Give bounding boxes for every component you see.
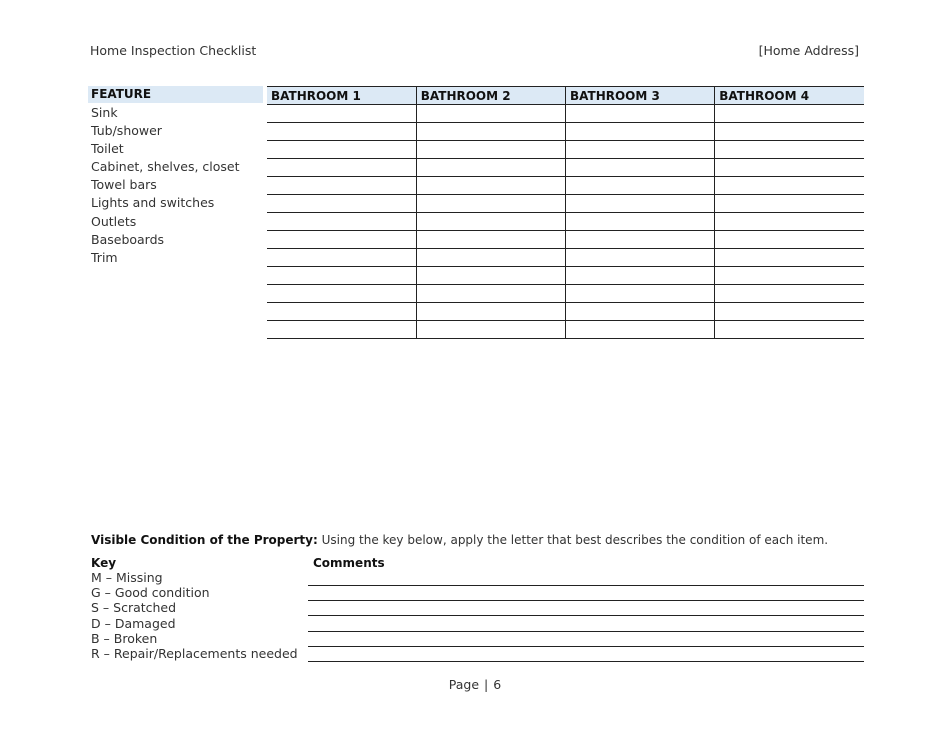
- table-row: [267, 231, 864, 249]
- checklist-cell[interactable]: [715, 267, 864, 285]
- feature-column-header: FEATURE: [88, 86, 263, 103]
- checklist-cell[interactable]: [715, 195, 864, 213]
- checklist-cell[interactable]: [715, 249, 864, 267]
- checklist-cell[interactable]: [416, 303, 565, 321]
- checklist-cell[interactable]: [267, 231, 416, 249]
- checklist-cell[interactable]: [416, 195, 565, 213]
- checklist-cell[interactable]: [267, 105, 416, 123]
- key-item: D – Damaged: [91, 615, 176, 631]
- condition-instructions: [91, 533, 828, 547]
- checklist-cell[interactable]: [566, 123, 715, 141]
- page-footer: [0, 677, 950, 692]
- checklist-cell[interactable]: [566, 213, 715, 231]
- checklist-cell[interactable]: [416, 231, 565, 249]
- key-title: Key: [91, 556, 117, 570]
- key-item: G – Good condition: [91, 585, 210, 601]
- checklist-cell[interactable]: [416, 321, 565, 339]
- table-row: [267, 213, 864, 231]
- comment-line[interactable]: [308, 615, 864, 616]
- column-header-bathroom-2: BATHROOM 2: [416, 87, 565, 105]
- table-header-row: [267, 87, 864, 105]
- checklist-cell[interactable]: [416, 159, 565, 177]
- checklist-cell[interactable]: [416, 123, 565, 141]
- checklist-cell[interactable]: [416, 249, 565, 267]
- checklist-cell[interactable]: [715, 321, 864, 339]
- feature-list: [91, 104, 240, 267]
- key-item: M – Missing: [91, 570, 163, 585]
- bathroom-checklist-table: [267, 86, 864, 339]
- checklist-cell[interactable]: [566, 303, 715, 321]
- checklist-cell[interactable]: [566, 141, 715, 159]
- checklist-cell[interactable]: [267, 159, 416, 177]
- table-row: [267, 177, 864, 195]
- column-header-bathroom-1: BATHROOM 1: [267, 87, 416, 105]
- home-address: [Home Address]: [758, 43, 859, 58]
- page-label: Page: [448, 677, 480, 692]
- column-header-bathroom-4: BATHROOM 4: [715, 87, 864, 105]
- feature-label: Trim: [91, 249, 118, 265]
- checklist-cell[interactable]: [566, 195, 715, 213]
- checklist-cell[interactable]: [566, 177, 715, 195]
- page-number: 6: [493, 677, 502, 692]
- checklist-cell[interactable]: [267, 249, 416, 267]
- checklist-cell[interactable]: [566, 285, 715, 303]
- checklist-cell[interactable]: [715, 159, 864, 177]
- page-separator: |: [484, 677, 489, 692]
- checklist-cell[interactable]: [267, 195, 416, 213]
- feature-label: Baseboards: [91, 231, 165, 247]
- checklist-cell[interactable]: [566, 249, 715, 267]
- checklist-cell[interactable]: [715, 105, 864, 123]
- feature-label: Tub/shower: [91, 123, 162, 139]
- checklist-cell[interactable]: [416, 285, 565, 303]
- key-item: B – Broken: [91, 630, 158, 646]
- checklist-cell[interactable]: [267, 123, 416, 141]
- checklist-cell[interactable]: [267, 213, 416, 231]
- checklist-cell[interactable]: [715, 231, 864, 249]
- checklist-cell[interactable]: [416, 141, 565, 159]
- feature-label: Outlets: [91, 213, 137, 229]
- checklist-cell[interactable]: [715, 177, 864, 195]
- comments-title: Comments: [313, 556, 385, 570]
- table-row: [267, 141, 864, 159]
- table-row: [267, 123, 864, 141]
- checklist-cell[interactable]: [715, 213, 864, 231]
- checklist-cell[interactable]: [566, 159, 715, 177]
- table-row: [267, 195, 864, 213]
- feature-label: Towel bars: [91, 177, 157, 193]
- document-title: Home Inspection Checklist: [90, 43, 257, 58]
- checklist-cell[interactable]: [416, 105, 565, 123]
- table-row: [267, 321, 864, 339]
- checklist-cell[interactable]: [416, 213, 565, 231]
- feature-label: Lights and switches: [91, 195, 215, 211]
- key-item: S – Scratched: [91, 600, 177, 616]
- feature-label: Sink: [91, 105, 118, 120]
- table-row: [267, 267, 864, 285]
- checklist-cell[interactable]: [715, 303, 864, 321]
- checklist-cell[interactable]: [566, 267, 715, 285]
- checklist-cell[interactable]: [267, 177, 416, 195]
- checklist-cell[interactable]: [416, 267, 565, 285]
- condition-instruction-text: Using the key below, apply the letter that best describes the condition of each item.: [321, 533, 829, 547]
- comment-line[interactable]: [308, 646, 864, 647]
- comment-line[interactable]: [308, 631, 864, 632]
- checklist-cell[interactable]: [267, 285, 416, 303]
- key-item: R – Repair/Replacements needed: [91, 645, 298, 661]
- checklist-cell[interactable]: [267, 303, 416, 321]
- checklist-cell[interactable]: [715, 123, 864, 141]
- checklist-cell[interactable]: [267, 267, 416, 285]
- comment-line[interactable]: [308, 661, 864, 662]
- feature-label: Toilet: [91, 141, 124, 157]
- table-row: [267, 303, 864, 321]
- checklist-cell[interactable]: [566, 231, 715, 249]
- checklist-cell[interactable]: [715, 285, 864, 303]
- comment-line[interactable]: [308, 600, 864, 601]
- feature-label: Cabinet, shelves, closet: [91, 159, 240, 175]
- key-list: [91, 570, 298, 661]
- condition-heading: Visible Condition of the Property:: [91, 533, 318, 547]
- comment-line[interactable]: [308, 585, 864, 586]
- checklist-cell[interactable]: [416, 177, 565, 195]
- checklist-cell[interactable]: [267, 321, 416, 339]
- table-row: [267, 249, 864, 267]
- checklist-cell[interactable]: [566, 105, 715, 123]
- checklist-cell[interactable]: [715, 141, 864, 159]
- table-row: [267, 285, 864, 303]
- table-row: [267, 105, 864, 123]
- checklist-cell[interactable]: [267, 141, 416, 159]
- table-row: [267, 159, 864, 177]
- column-header-bathroom-3: BATHROOM 3: [566, 87, 715, 105]
- checklist-cell[interactable]: [566, 321, 715, 339]
